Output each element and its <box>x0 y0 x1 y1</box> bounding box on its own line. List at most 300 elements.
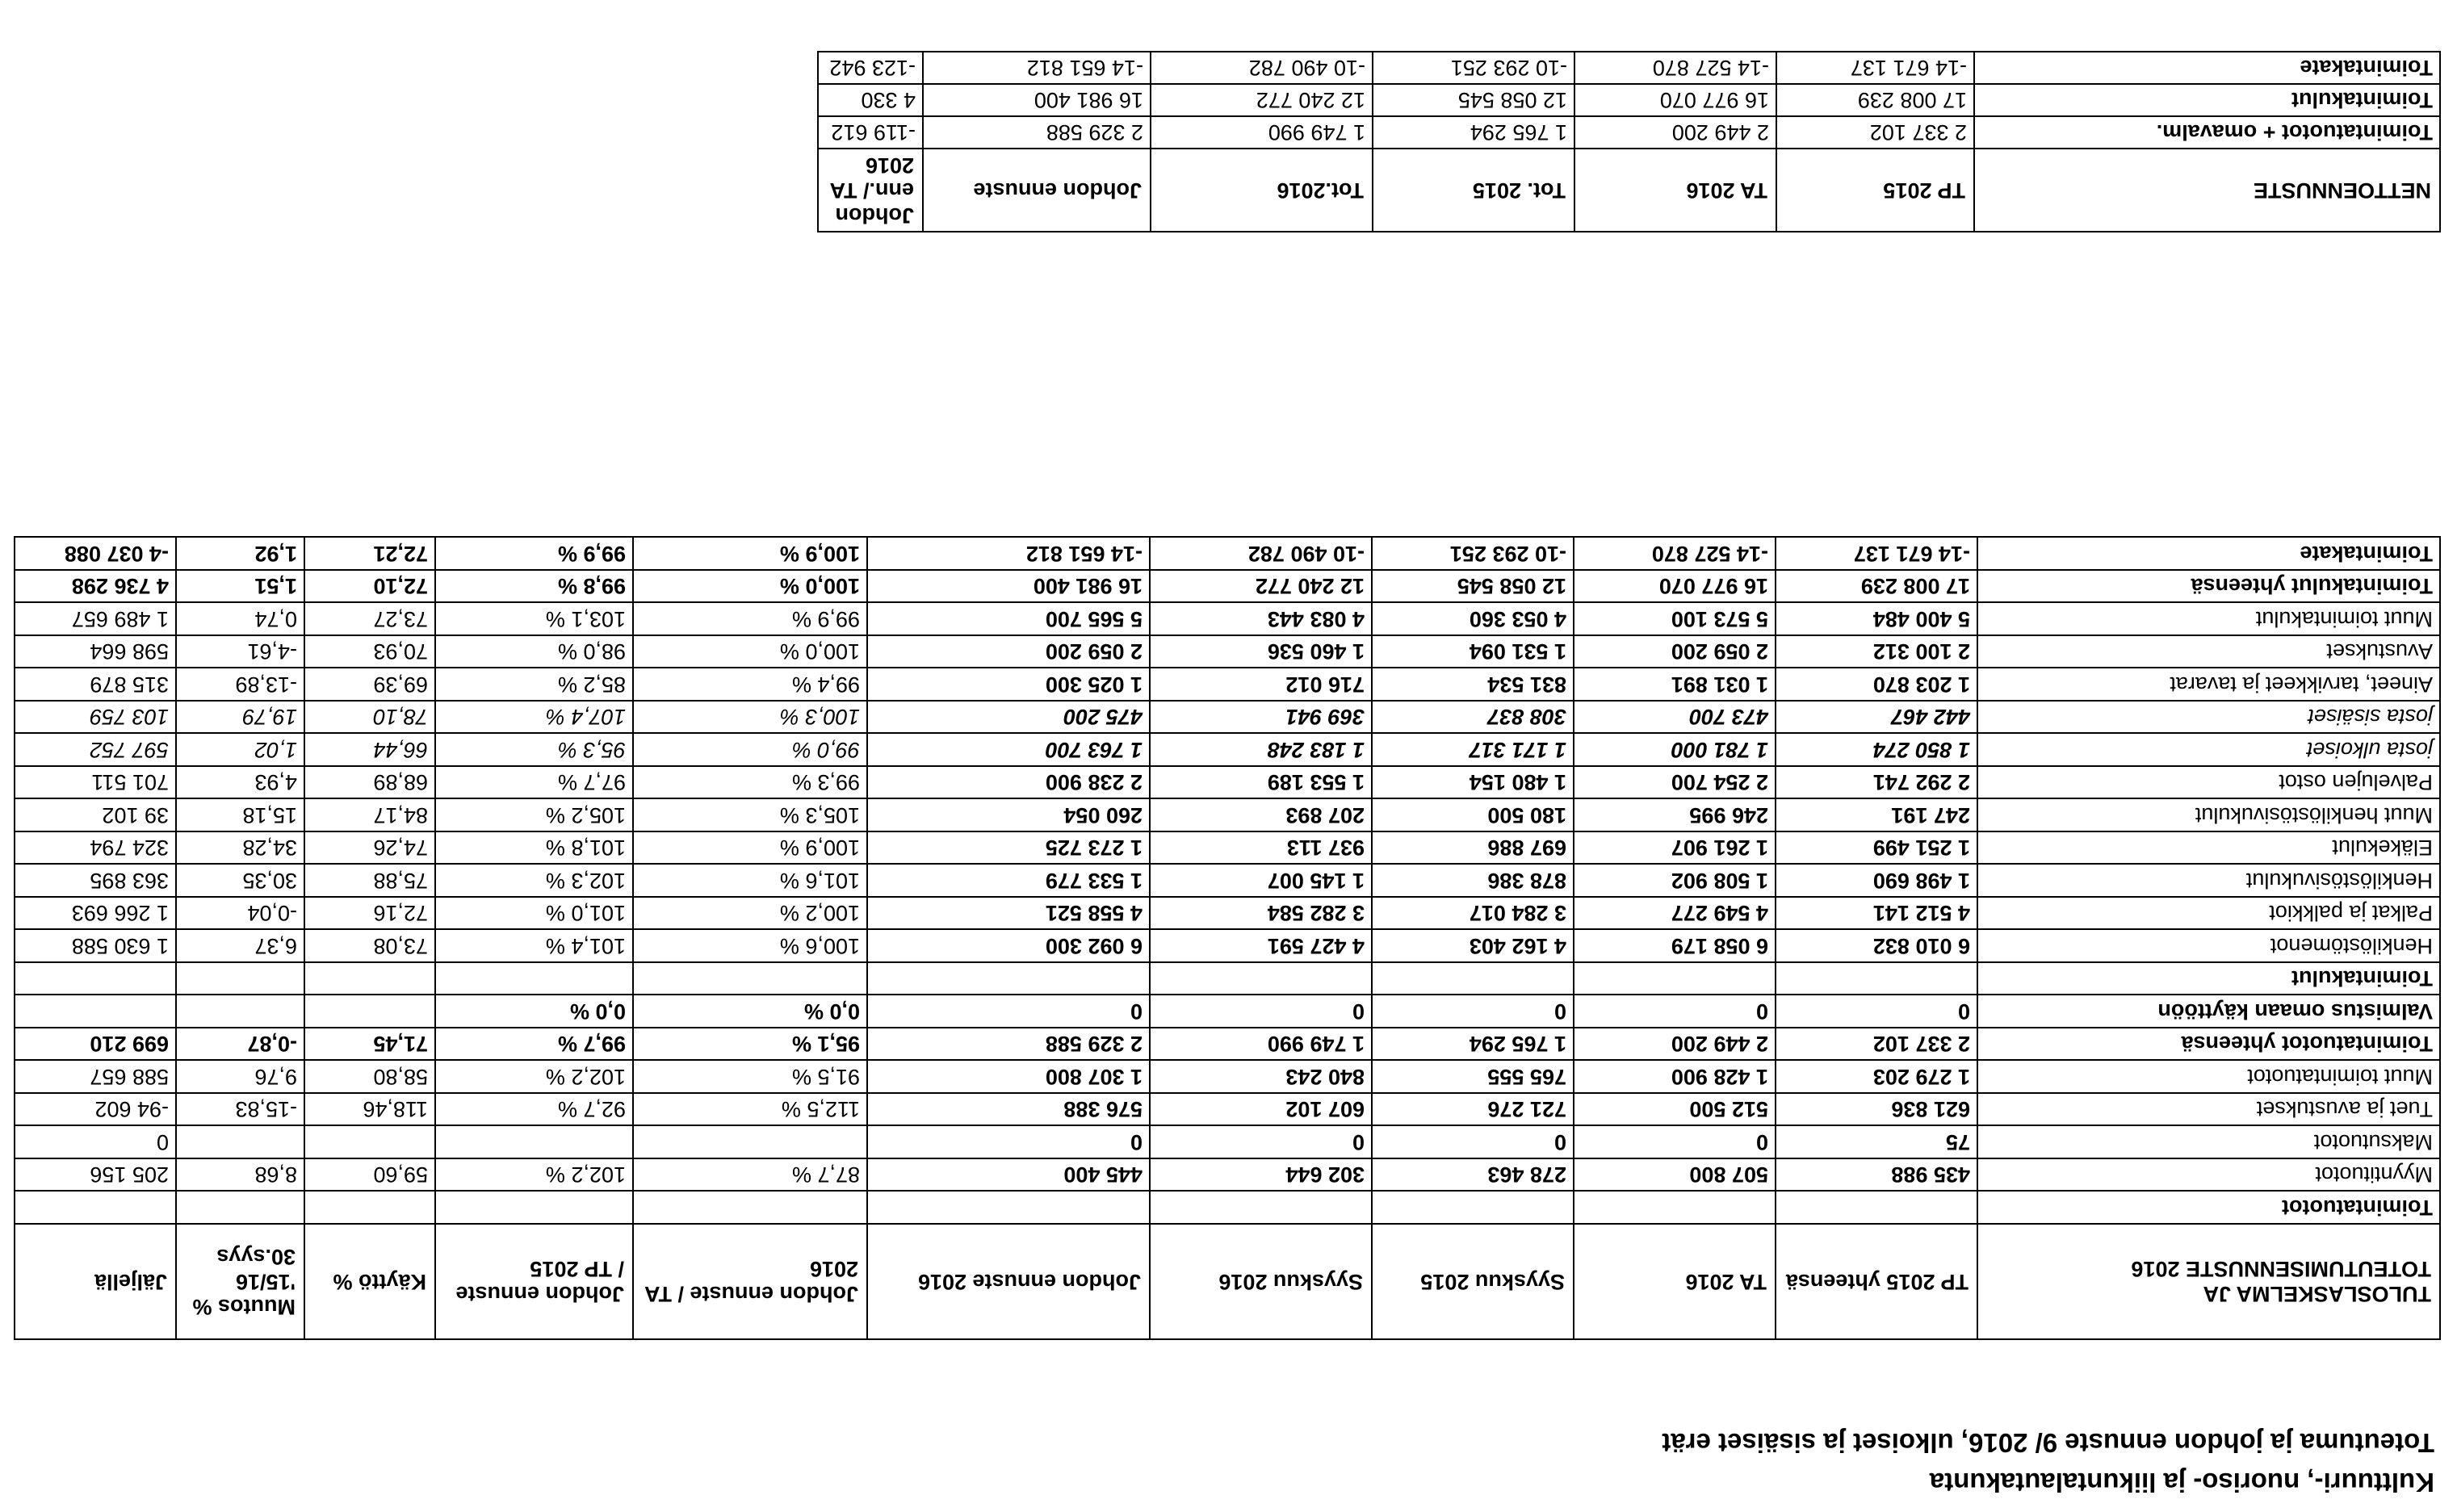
income-statement-cell: 69,39 <box>304 668 435 702</box>
income-statement-cell: 95,3 % <box>435 734 633 767</box>
income-statement-cell: 75 <box>1776 1126 1977 1159</box>
income-statement-cell: 87,7 % <box>633 1158 867 1192</box>
net-forecast-row <box>818 84 2440 116</box>
income-statement-cell: 4,93 <box>176 766 304 799</box>
income-statement-cell <box>304 1126 435 1159</box>
income-statement-cell: 1 031 891 <box>1574 668 1776 702</box>
income-statement-row-label: Henkilöstösivukulut <box>1977 865 2440 898</box>
income-statement-cell: 2 449 200 <box>1574 1028 1776 1061</box>
income-statement-cell: 9,76 <box>176 1061 304 1094</box>
income-statement-cell <box>1372 1192 1574 1225</box>
income-statement-row-label: josta ulkoiset <box>1977 734 2440 767</box>
income-statement-cell: 16 981 400 <box>867 570 1150 603</box>
income-statement-cell <box>867 962 1150 995</box>
net-forecast-cell: 1 749 990 <box>1151 116 1373 149</box>
income-statement-cell: 99,8 % <box>435 570 633 603</box>
income-statement-cell: -13,89 <box>176 668 304 702</box>
income-statement-cell: 246 995 <box>1574 799 1776 832</box>
income-statement-row <box>15 1126 2440 1159</box>
income-statement-cell: 19,79 <box>176 701 304 734</box>
income-statement-row-label: Tuet ja avustukset <box>1977 1093 2440 1126</box>
income-statement-cell: 0 <box>15 1126 176 1159</box>
income-statement-cell: 2 292 741 <box>1776 766 1977 799</box>
income-statement-cell: 697 886 <box>1372 831 1574 865</box>
income-statement-cell: 0 <box>1372 1126 1574 1159</box>
income-statement-cell: 98,0 % <box>435 635 633 668</box>
income-statement-cell: 102,3 % <box>435 865 633 898</box>
income-statement-cell: -4 037 088 <box>15 538 176 571</box>
income-statement-cell: 2 059 200 <box>1574 635 1776 668</box>
income-statement-cell: 100,2 % <box>633 897 867 930</box>
income-statement-cell: 59,60 <box>304 1158 435 1192</box>
income-statement-row-label: Myyntituotot <box>1977 1158 2440 1192</box>
income-statement-cell: 1 531 094 <box>1372 635 1574 668</box>
income-statement-cell: 112,5 % <box>633 1093 867 1126</box>
income-statement-row <box>15 1192 2440 1225</box>
net-forecast-cell: 16 977 070 <box>1574 84 1776 116</box>
income-statement-cell: 0 <box>1150 995 1372 1028</box>
income-statement-cell: 101,4 % <box>435 930 633 963</box>
income-statement-row <box>15 766 2440 799</box>
net-forecast-header-4: Tot.2016 <box>1151 149 1373 232</box>
income-statement-cell: 840 243 <box>1150 1061 1372 1094</box>
income-statement-cell: 1 145 007 <box>1150 865 1372 898</box>
income-statement-cell: 1 266 693 <box>15 897 176 930</box>
net-forecast-cell: -14 671 137 <box>1776 52 1974 84</box>
income-statement-cell: 1 553 189 <box>1150 766 1372 799</box>
income-statement-cell: 2 337 102 <box>1776 1028 1977 1061</box>
income-statement-row <box>15 701 2440 734</box>
income-statement-cell: 0 <box>1574 1126 1776 1159</box>
income-statement-cell: 100,9 % <box>633 538 867 571</box>
income-statement-cell: 100,0 % <box>633 635 867 668</box>
income-statement-cell: 15,18 <box>176 799 304 832</box>
income-statement-cell: 91,5 % <box>633 1061 867 1094</box>
income-statement-cell: 1 480 154 <box>1372 766 1574 799</box>
income-statement-cell: 621 836 <box>1776 1093 1977 1126</box>
income-statement-header-7: Johdon ennuste / TP 2015 <box>435 1224 633 1339</box>
income-statement-cell: 102,2 % <box>435 1158 633 1192</box>
income-statement-cell: 84,17 <box>304 799 435 832</box>
income-statement-row <box>15 1028 2440 1061</box>
income-statement-cell: 2 329 588 <box>867 1028 1150 1061</box>
income-statement-cell: 99,9 % <box>633 603 867 636</box>
income-statement-row-label: Avustukset <box>1977 635 2440 668</box>
net-forecast-row-label: Toimintakulut <box>1974 84 2440 116</box>
income-statement-row-label: Henkilöstömenot <box>1977 930 2440 963</box>
income-statement-cell: 6 058 179 <box>1574 930 1776 963</box>
income-statement-cell: -94 602 <box>15 1093 176 1126</box>
income-statement-cell: 2 059 200 <box>867 635 1150 668</box>
income-statement-cell: 1,92 <box>176 538 304 571</box>
income-statement-cell: 74,26 <box>304 831 435 865</box>
income-statement-cell: 507 800 <box>1574 1158 1776 1192</box>
income-statement-cell: 0 <box>867 1126 1150 1159</box>
net-forecast-row <box>818 52 2440 84</box>
net-forecast-cell: -10 490 782 <box>1151 52 1373 84</box>
income-statement-cell: 699 210 <box>15 1028 176 1061</box>
income-statement-row <box>15 995 2440 1028</box>
income-statement-cell: 103,1 % <box>435 603 633 636</box>
net-forecast-header-5: Johdon ennuste <box>923 149 1151 232</box>
income-statement-cell: 324 794 <box>15 831 176 865</box>
income-statement-cell: 1 781 000 <box>1574 734 1776 767</box>
income-statement-cell: 701 511 <box>15 766 176 799</box>
income-statement-cell: 73,08 <box>304 930 435 963</box>
income-statement-cell: 205 156 <box>15 1158 176 1192</box>
income-statement-cell: 72,16 <box>304 897 435 930</box>
income-statement-cell: 302 644 <box>1150 1158 1372 1192</box>
income-statement-row-label: Toimintakulut <box>1977 962 2440 995</box>
income-statement-cell: 180 500 <box>1372 799 1574 832</box>
income-statement-cell: 576 388 <box>867 1093 1150 1126</box>
income-statement-row <box>15 635 2440 668</box>
income-statement-cell: 1,51 <box>176 570 304 603</box>
income-statement-row <box>15 734 2440 767</box>
income-statement-cell: 2 254 700 <box>1574 766 1776 799</box>
income-statement-row <box>15 865 2440 898</box>
income-statement-cell: 0 <box>1372 995 1574 1028</box>
income-statement-row <box>15 799 2440 832</box>
net-forecast-cell: -14 527 870 <box>1574 52 1776 84</box>
document-subtitle: Toteutuma ja johdon ennuste 9/ 2016, ulkoiset ja sisäiset erät <box>1662 1428 2434 1458</box>
document-title: Kulttuuri-, nuoriso- ja liikuntalautakunta <box>1929 1468 2434 1497</box>
net-forecast-cell: 2 329 588 <box>923 116 1151 149</box>
income-statement-cell: 0,74 <box>176 603 304 636</box>
income-statement-cell: -0,04 <box>176 897 304 930</box>
income-statement-cell: 99,4 % <box>633 668 867 702</box>
income-statement-row <box>15 962 2440 995</box>
net-forecast-cell: 17 008 239 <box>1776 84 1974 116</box>
net-forecast-row-label: Toimintakate <box>1974 52 2440 84</box>
income-statement-cell: 765 555 <box>1372 1061 1574 1094</box>
income-statement-cell: 308 837 <box>1372 701 1574 734</box>
income-statement-cell: 1 630 588 <box>15 930 176 963</box>
income-statement-cell: -14 651 812 <box>867 538 1150 571</box>
income-statement-cell: 68,89 <box>304 766 435 799</box>
income-statement-cell: 105,3 % <box>633 799 867 832</box>
income-statement-cell: 73,27 <box>304 603 435 636</box>
income-statement-cell: 878 386 <box>1372 865 1574 898</box>
income-statement-cell: 1 765 294 <box>1372 1028 1574 1061</box>
income-statement-cell <box>176 1126 304 1159</box>
income-statement-cell: 6 092 300 <box>867 930 1150 963</box>
income-statement-cell: 4 558 521 <box>867 897 1150 930</box>
net-forecast-row-label: Toimintatuotot + omavalm. <box>1974 116 2440 149</box>
income-statement-cell: 39 102 <box>15 799 176 832</box>
net-forecast-header-0: NETTOENNUSTE <box>1974 149 2440 232</box>
income-statement-cell <box>435 962 633 995</box>
net-forecast-cell: 16 981 400 <box>923 84 1151 116</box>
income-statement-cell: 363 895 <box>15 865 176 898</box>
income-statement-header-row <box>15 1224 2440 1339</box>
income-statement-cell: 721 276 <box>1372 1093 1574 1126</box>
income-statement-cell: 5 573 100 <box>1574 603 1776 636</box>
income-statement-cell: 4 083 443 <box>1150 603 1372 636</box>
income-statement-cell: 12 240 772 <box>1150 570 1372 603</box>
income-statement-cell <box>1150 1192 1372 1225</box>
income-statement-cell: 0,0 % <box>633 995 867 1028</box>
net-forecast-cell: -123 942 <box>818 52 923 84</box>
income-statement-cell: 247 191 <box>1776 799 1977 832</box>
income-statement-cell: 6,37 <box>176 930 304 963</box>
income-statement-header-6: Johdon ennuste / TA 2016 <box>633 1224 867 1339</box>
income-statement-cell: 85,2 % <box>435 668 633 702</box>
income-statement-row-label: Aineet, tarvikkeet ja tavarat <box>1977 668 2440 702</box>
income-statement-cell: 1 498 690 <box>1776 865 1977 898</box>
income-statement-cell: 1 307 800 <box>867 1061 1150 1094</box>
income-statement-header-5: Johdon ennuste 2016 <box>867 1224 1150 1339</box>
income-statement-row-label: Toimintakulut yhteensä <box>1977 570 2440 603</box>
net-forecast-cell: -14 651 812 <box>923 52 1151 84</box>
income-statement-cell <box>15 995 176 1028</box>
income-statement-row-label: Muut toimintakulut <box>1977 603 2440 636</box>
income-statement-cell: 1 279 203 <box>1776 1061 1977 1094</box>
income-statement-cell: 435 988 <box>1776 1158 1977 1192</box>
income-statement-table <box>14 537 2441 1341</box>
income-statement-cell: 71,45 <box>304 1028 435 1061</box>
income-statement-cell: 5 400 484 <box>1776 603 1977 636</box>
income-statement-row-label: Palkat ja palkkiot <box>1977 897 2440 930</box>
income-statement-cell: 1 203 870 <box>1776 668 1977 702</box>
income-statement-cell: 8,68 <box>176 1158 304 1192</box>
income-statement-cell: -0,87 <box>176 1028 304 1061</box>
income-statement-cell: 0 <box>1574 995 1776 1028</box>
income-statement-cell: 278 463 <box>1372 1158 1574 1192</box>
income-statement-cell: 101,6 % <box>633 865 867 898</box>
income-statement-cell: 0 <box>867 995 1150 1028</box>
income-statement-cell: 78,10 <box>304 701 435 734</box>
income-statement-cell: 4 427 591 <box>1150 930 1372 963</box>
income-statement-cell: 2 100 312 <box>1776 635 1977 668</box>
income-statement-row-label: Muut henkilöstösivukulut <box>1977 799 2440 832</box>
income-statement-cell: 100,0 % <box>633 570 867 603</box>
income-statement-cell: 72,21 <box>304 538 435 571</box>
income-statement-cell: 99,3 % <box>633 766 867 799</box>
income-statement-cell <box>1574 1192 1776 1225</box>
income-statement-cell: 101,0 % <box>435 897 633 930</box>
income-statement-cell <box>435 1126 633 1159</box>
income-statement-cell: 5 565 700 <box>867 603 1150 636</box>
income-statement-cell <box>1776 1192 1977 1225</box>
income-statement-cell <box>1372 962 1574 995</box>
income-statement-row-label: Toimintatuotot <box>1977 1192 2440 1225</box>
income-statement-row <box>15 1158 2440 1192</box>
income-statement-cell: 4 162 403 <box>1372 930 1574 963</box>
income-statement-cell: 831 534 <box>1372 668 1574 702</box>
income-statement-cell: 1,02 <box>176 734 304 767</box>
income-statement-cell: 1 850 274 <box>1776 734 1977 767</box>
income-statement-cell: 4 053 360 <box>1372 603 1574 636</box>
income-statement-row-label: Toimintatuotot yhteensä <box>1977 1028 2440 1061</box>
income-statement-cell: 118,46 <box>304 1093 435 1126</box>
net-forecast-header-1: TP 2015 <box>1776 149 1974 232</box>
income-statement-cell: 315 879 <box>15 668 176 702</box>
income-statement-cell: 100,6 % <box>633 930 867 963</box>
income-statement-cell: 1 460 536 <box>1150 635 1372 668</box>
income-statement-cell: 4 549 277 <box>1574 897 1776 930</box>
net-forecast-cell: -119 612 <box>818 116 923 149</box>
net-forecast-table <box>817 51 2441 232</box>
income-statement-cell: 445 400 <box>867 1158 1150 1192</box>
income-statement-cell: 70,93 <box>304 635 435 668</box>
income-statement-cell: 102,2 % <box>435 1061 633 1094</box>
net-forecast-cell: 1 765 294 <box>1373 116 1574 149</box>
income-statement-cell: 3 284 017 <box>1372 897 1574 930</box>
income-statement-cell: 1 763 700 <box>867 734 1150 767</box>
income-statement-cell: 0 <box>1150 1126 1372 1159</box>
income-statement-header-10: Jäljellä <box>15 1224 176 1339</box>
income-statement-row <box>15 603 2440 636</box>
income-statement-row-label: Toimintakate <box>1977 538 2440 571</box>
income-statement-cell: -15,83 <box>176 1093 304 1126</box>
income-statement-cell: 1 183 248 <box>1150 734 1372 767</box>
income-statement-cell: 100,3 % <box>633 701 867 734</box>
income-statement-cell: 1 171 317 <box>1372 734 1574 767</box>
income-statement-header-0: TULOSLASKELMA JA TOTEUTUMISENNUSTE 2016 <box>1977 1224 2440 1339</box>
income-statement-cell <box>15 1192 176 1225</box>
net-forecast-cell: 4 330 <box>818 84 923 116</box>
income-statement-row-label: Eläkekulut <box>1977 831 2440 865</box>
income-statement-cell: 99,7 % <box>435 1028 633 1061</box>
income-statement-cell: -14 527 870 <box>1574 538 1776 571</box>
income-statement-row-label: Valmistus omaan käyttöön <box>1977 995 2440 1028</box>
income-statement-cell: 475 200 <box>867 701 1150 734</box>
income-statement-cell: 473 700 <box>1574 701 1776 734</box>
income-statement-cell: 75,88 <box>304 865 435 898</box>
income-statement-cell <box>176 995 304 1028</box>
income-statement-cell: 66,44 <box>304 734 435 767</box>
income-statement-cell: 92,7 % <box>435 1093 633 1126</box>
net-forecast-cell: 12 058 545 <box>1373 84 1574 116</box>
income-statement-cell <box>1150 962 1372 995</box>
income-statement-cell: 1 508 902 <box>1574 865 1776 898</box>
net-forecast-cell: -10 293 251 <box>1373 52 1574 84</box>
net-forecast-cell: 12 240 772 <box>1151 84 1373 116</box>
income-statement-cell: 1 251 499 <box>1776 831 1977 865</box>
income-statement-cell <box>867 1192 1150 1225</box>
income-statement-row <box>15 930 2440 963</box>
income-statement-cell: 58,80 <box>304 1061 435 1094</box>
income-statement-cell: 607 102 <box>1150 1093 1372 1126</box>
income-statement-cell: 598 664 <box>15 635 176 668</box>
income-statement-cell: 1 749 990 <box>1150 1028 1372 1061</box>
income-statement-row <box>15 538 2440 571</box>
net-forecast-header-2: TA 2016 <box>1574 149 1776 232</box>
income-statement-cell <box>1574 962 1776 995</box>
income-statement-header-4: Syyskuu 2016 <box>1150 1224 1372 1339</box>
income-statement-cell: 101,8 % <box>435 831 633 865</box>
net-forecast-header-6: Johdon enn./ TA 2016 <box>818 149 923 232</box>
income-statement-row <box>15 1061 2440 1094</box>
income-statement-cell: 103 759 <box>15 701 176 734</box>
net-forecast-row <box>818 116 2440 149</box>
income-statement-cell: 937 113 <box>1150 831 1372 865</box>
income-statement-cell: 588 657 <box>15 1061 176 1094</box>
income-statement-cell <box>633 962 867 995</box>
income-statement-row-label: Palvelujen ostot <box>1977 766 2440 799</box>
income-statement-cell: -4,61 <box>176 635 304 668</box>
income-statement-row <box>15 897 2440 930</box>
income-statement-header-3: Syyskuu 2015 <box>1372 1224 1574 1339</box>
income-statement-row <box>15 570 2440 603</box>
income-statement-cell: -14 671 137 <box>1776 538 1977 571</box>
income-statement-cell: 1 273 725 <box>867 831 1150 865</box>
income-statement-cell: 1 533 779 <box>867 865 1150 898</box>
income-statement-cell: 716 012 <box>1150 668 1372 702</box>
income-statement-cell <box>633 1126 867 1159</box>
income-statement-cell: 100,9 % <box>633 831 867 865</box>
income-statement-row-label: josta sisäiset <box>1977 701 2440 734</box>
income-statement-cell: 369 941 <box>1150 701 1372 734</box>
income-statement-cell <box>176 962 304 995</box>
income-statement-cell: 512 500 <box>1574 1093 1776 1126</box>
income-statement-row <box>15 1093 2440 1126</box>
income-statement-cell <box>435 1192 633 1225</box>
income-statement-cell: 97,7 % <box>435 766 633 799</box>
income-statement-header-1: TP 2015 yhteensä <box>1776 1224 1977 1339</box>
income-statement-cell: -10 490 782 <box>1150 538 1372 571</box>
income-statement-cell: 207 893 <box>1150 799 1372 832</box>
income-statement-cell: 597 752 <box>15 734 176 767</box>
income-statement-cell: 107,4 % <box>435 701 633 734</box>
income-statement-header-9: Muutos % '15/16 30.syys <box>176 1224 304 1339</box>
income-statement-cell <box>304 995 435 1028</box>
income-statement-cell: 4 512 141 <box>1776 897 1977 930</box>
income-statement-cell <box>15 962 176 995</box>
income-statement-cell <box>176 1192 304 1225</box>
income-statement-row <box>15 831 2440 865</box>
income-statement-header-8: Käyttö % <box>304 1224 435 1339</box>
income-statement-cell: 1 025 300 <box>867 668 1150 702</box>
income-statement-cell: 105,2 % <box>435 799 633 832</box>
income-statement-cell <box>304 962 435 995</box>
income-statement-cell: 99,9 % <box>435 538 633 571</box>
net-forecast-cell: 2 449 200 <box>1574 116 1776 149</box>
income-statement-cell <box>1776 962 1977 995</box>
net-forecast-header-row <box>818 149 2440 232</box>
income-statement-cell: 442 467 <box>1776 701 1977 734</box>
income-statement-cell: 17 008 239 <box>1776 570 1977 603</box>
income-statement-cell: 99,0 % <box>633 734 867 767</box>
net-forecast-cell: 2 337 102 <box>1776 116 1974 149</box>
income-statement-cell: 3 282 584 <box>1150 897 1372 930</box>
income-statement-cell: 1 489 657 <box>15 603 176 636</box>
income-statement-cell: 30,35 <box>176 865 304 898</box>
net-forecast-header-3: Tot. 2015 <box>1373 149 1574 232</box>
income-statement-row-label: Muut toimintatuotot <box>1977 1061 2440 1094</box>
income-statement-cell: 260 054 <box>867 799 1150 832</box>
income-statement-cell <box>633 1192 867 1225</box>
income-statement-cell: 16 977 070 <box>1574 570 1776 603</box>
income-statement-cell <box>304 1192 435 1225</box>
income-statement-cell: 2 238 900 <box>867 766 1150 799</box>
income-statement-cell: 0,0 % <box>435 995 633 1028</box>
income-statement-cell: 6 010 832 <box>1776 930 1977 963</box>
income-statement-cell: 12 058 545 <box>1372 570 1574 603</box>
income-statement-cell: 34,28 <box>176 831 304 865</box>
income-statement-header-2: TA 2016 <box>1574 1224 1776 1339</box>
income-statement-cell: 95,1 % <box>633 1028 867 1061</box>
income-statement-cell: 0 <box>1776 995 1977 1028</box>
income-statement-row <box>15 668 2440 702</box>
income-statement-cell: 4 736 298 <box>15 570 176 603</box>
income-statement-row-label: Maksutuotot <box>1977 1126 2440 1159</box>
income-statement-cell: 1 261 907 <box>1574 831 1776 865</box>
income-statement-cell: -10 293 251 <box>1372 538 1574 571</box>
income-statement-cell: 72,10 <box>304 570 435 603</box>
income-statement-cell: 1 428 900 <box>1574 1061 1776 1094</box>
